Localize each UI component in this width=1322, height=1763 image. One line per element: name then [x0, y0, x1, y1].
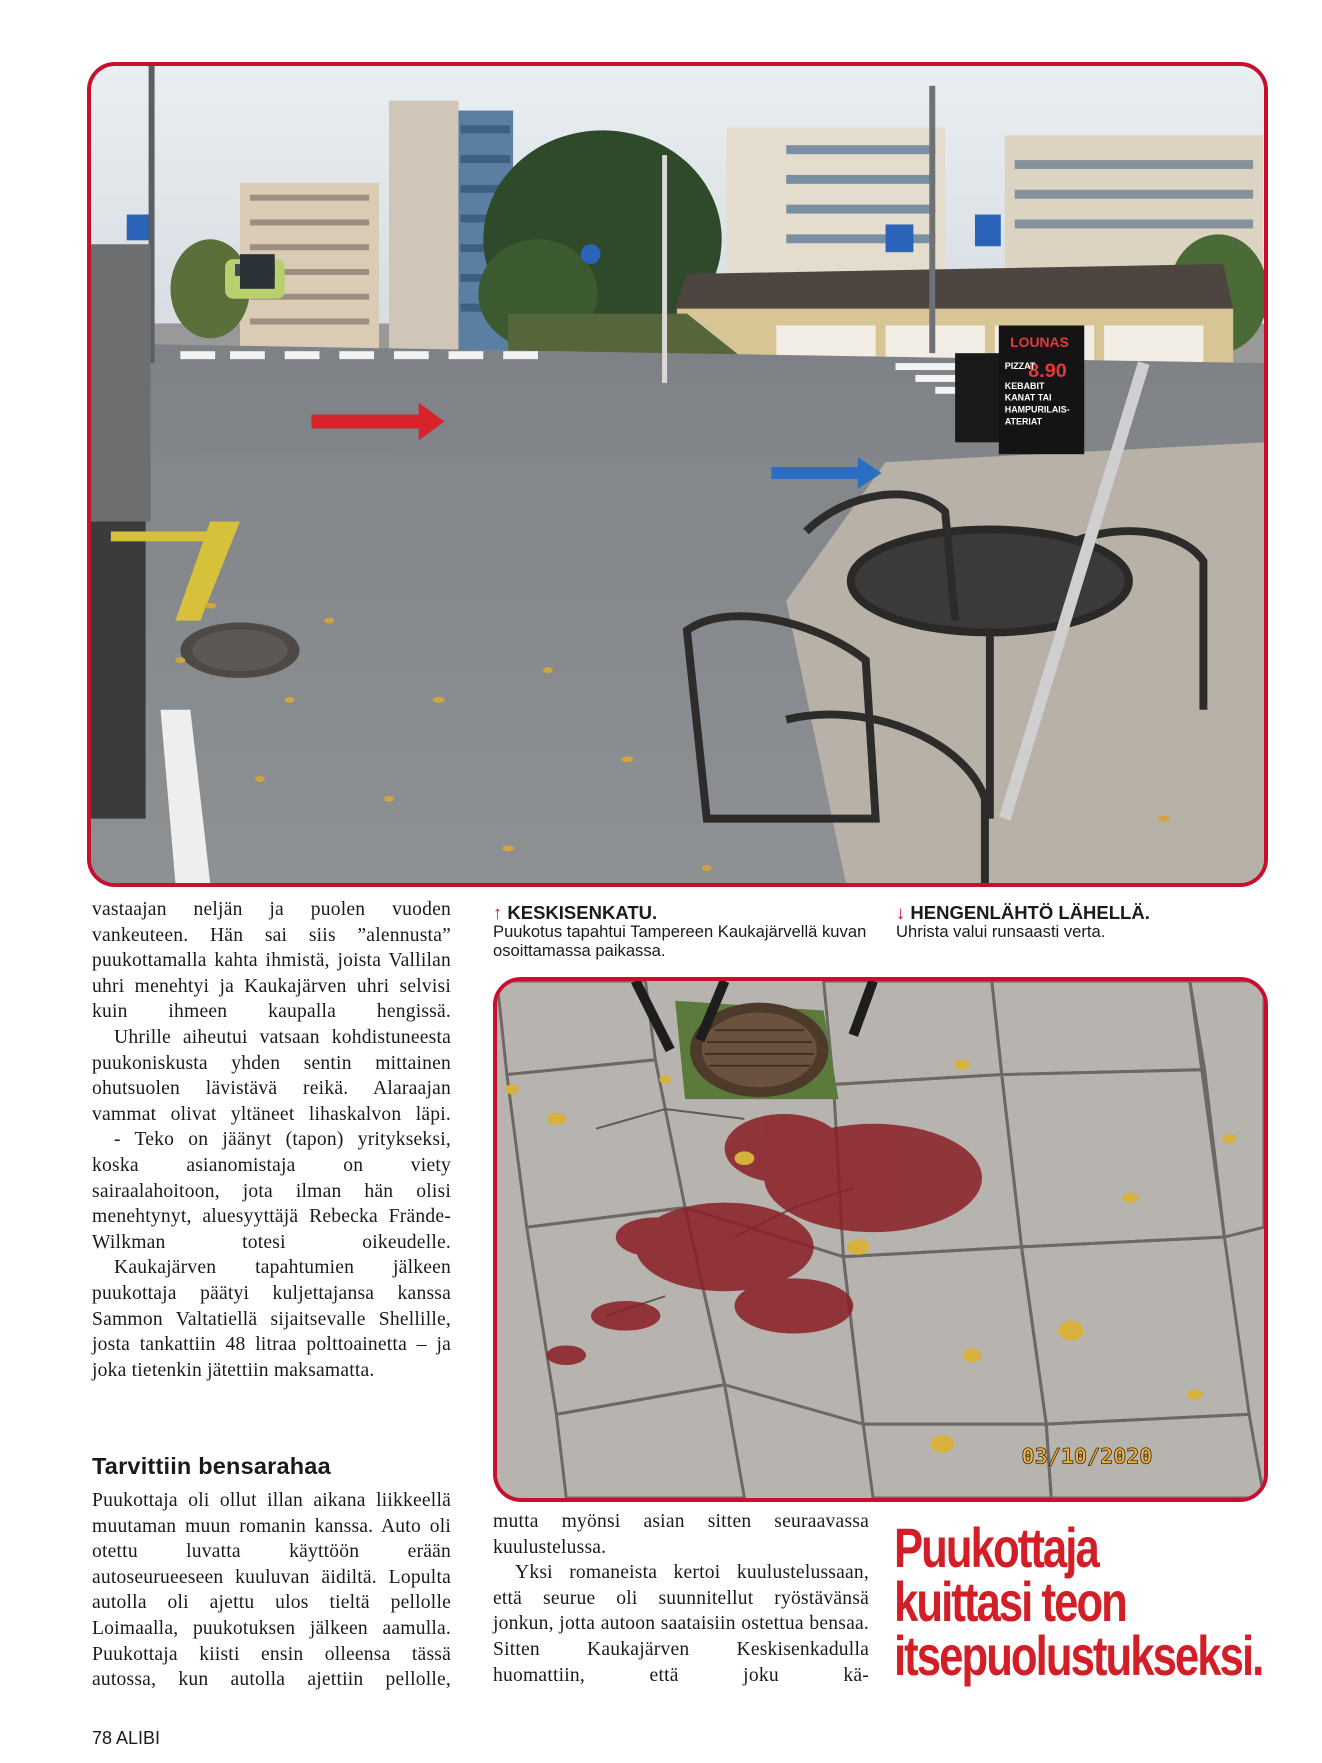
article-paragraph: vastaajan neljän ja puolen vuoden vankeuteen. Hän sai siis ”alennusta” puukottamalla kahta ihmistä, joista Vallilan uhri menehtyi ja Kaukajärven uhri selvisi kuin ihmeen kaupalla hengissä.	[92, 899, 451, 1023]
sign-line: ATERIAT	[1004, 416, 1043, 427]
blood-stain-photo	[493, 977, 1268, 1502]
photo-caption-keskisenkatu	[493, 903, 873, 960]
date-stamp: 03/10/2020	[1021, 1444, 1153, 1470]
article-paragraph: mutta myönsi asian sitten seuraavassa kuulustelussa.	[493, 1511, 869, 1558]
caption-text: Puukotus tapahtui Tampereen Kaukajärvellä kuvan osoittamassa paikassa.	[493, 922, 867, 960]
article-paragraph: - Teko on jäänyt (tapon) yritykseksi, koska asianomistaja on viety sairaalahoitoon, jota ilman hän olisi menehtynyt, aluesyyttäjä Rebecka Frände-Wilkman totesi oikeudelle.	[92, 1129, 451, 1253]
arrow-down-icon: ↓	[896, 902, 906, 923]
page-footer: 78 ALIBI	[92, 1728, 161, 1748]
article-column-left-top	[92, 897, 451, 1383]
pull-quote-line: Puukottaja	[894, 1516, 1098, 1579]
caption-title	[896, 903, 1236, 923]
sign-line: PIZZAT	[1004, 361, 1036, 372]
article-paragraph: Yksi romaneista kertoi kuulustelussaan, että seurue oli suunnitellut ryöstävänsä jonkun, jotta autoon saataisiin ostettua bensaa. Sitten Kaukajärven Keskisenkadulla huomattiin, että joku kä-	[493, 1562, 869, 1686]
article-paragraph: Kaukajärven tapahtumien jälkeen puukottaja päätyi kuljettajansa kanssa Sammon Valtatiellä sijaitsevalle Shellille, josta tankattiin 48 litraa polttoainetta – ja joka tietenkin jätettiin maksamatta.	[92, 1257, 451, 1381]
article-paragraph: Uhrille aiheutui vatsaan kohdistuneesta puukoniskusta yhden sentin mittainen ohutsuolen lävistävä reikä. Alaraajan vammat olivat yltäneet lihaskalvon läpi.	[92, 1026, 451, 1125]
article-column-middle	[493, 1509, 869, 1688]
pull-quote-line: itsepuolustukseksi.	[894, 1624, 1263, 1687]
sign-line: KANAT TAI	[1004, 392, 1052, 403]
caption-title-text: KESKISENKATU.	[507, 902, 658, 923]
article-subheading: Tarvittiin bensarahaa	[92, 1453, 331, 1479]
street-scene-illustration	[91, 66, 1264, 883]
sign-line: HAMPURILAIS-	[1004, 404, 1070, 415]
street-photo	[87, 62, 1268, 887]
photo-caption-hengenlahto	[896, 903, 1236, 942]
sign-line: KEBABIT	[1004, 380, 1045, 391]
caption-title-text: HENGENLÄHTÖ LÄHELLÄ.	[910, 902, 1150, 923]
article-column-left-bottom	[92, 1488, 451, 1693]
caption-text: Uhrista valui runsaasti verta.	[896, 922, 1106, 941]
pavement-illustration	[497, 981, 1264, 1498]
pull-quote-line: kuittasi teon	[894, 1570, 1126, 1633]
caption-title	[493, 903, 873, 923]
sign-title: LOUNAS	[1010, 334, 1069, 351]
sign-price: 8.90	[1028, 359, 1067, 382]
arrow-up-icon: ↑	[493, 902, 503, 923]
pull-quote	[894, 1516, 1263, 1687]
article-paragraph: Puukottaja oli ollut illan aikana liikkeellä muutaman muun romanin kanssa. Auto oli otettu luvatta käyttöön erään autoseurueeseen kuuluvan äidiltä. Lopulta autolla oli ajettu ulos tieltä pellolle Loimaalla, puukotuksen jälkeen aamulla. Puukottaja kiisti ensin olleensa tässä autossa, kun autolla ajettiin pellolle,	[92, 1490, 451, 1691]
